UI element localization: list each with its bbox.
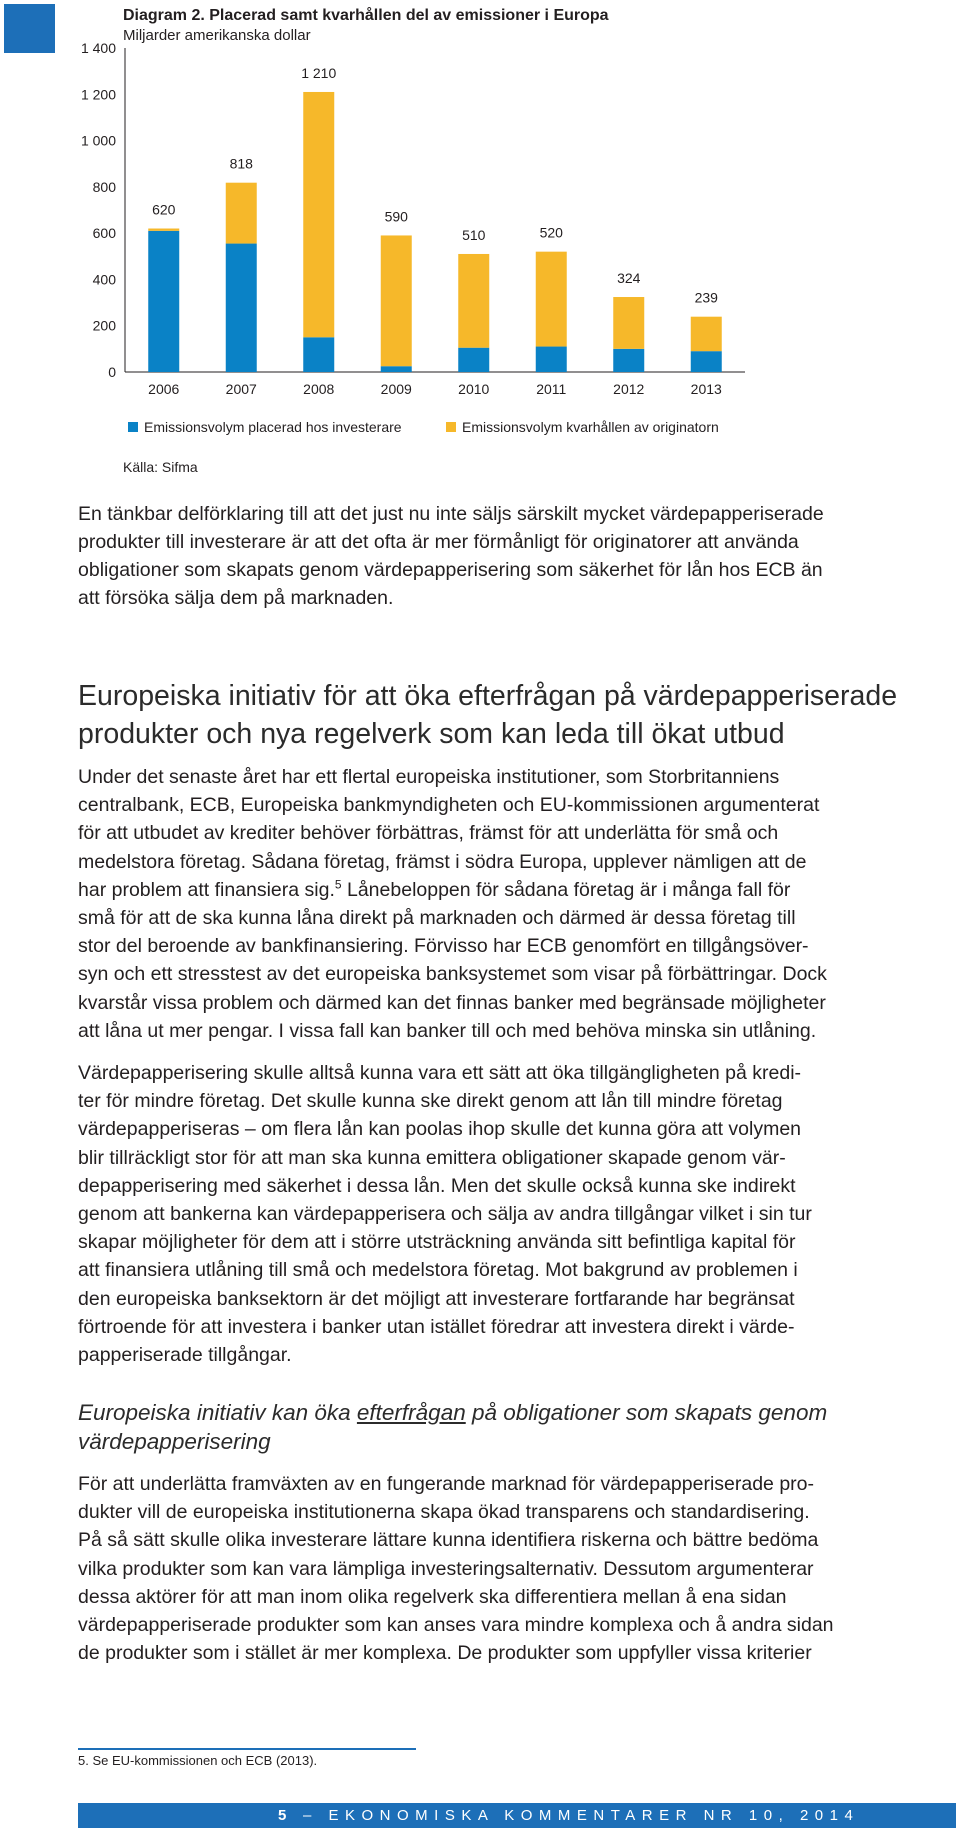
text-line: för att utbudet av krediter behöver förbättras, främst för att underlätta för små och	[78, 822, 779, 845]
text-line: centralbank, ECB, Europeiska bankmyndigheten och EU-kommissionen argumenterat	[78, 794, 820, 817]
text-line: medelstora företag. Sådana företag, främst i södra Europa, upplever nämligen att de	[78, 850, 807, 873]
x-tick-label: 2013	[690, 381, 722, 397]
bar-placed	[303, 337, 334, 372]
text-line: På så sätt skulle olika investerare lättare kunna identifiera riskerna och bättre bedöma	[78, 1529, 819, 1552]
bar-retained	[691, 317, 722, 351]
bar-retained	[226, 183, 257, 244]
bar-total-label: 239	[694, 289, 718, 306]
heading-line: produkter och nya regelverk som kan leda till ökat utbud	[78, 718, 785, 750]
text-line: ter för mindre företag. Det skulle kunna ske direkt genom att lån till mindre företag	[78, 1090, 783, 1113]
y-tick-label: 1 000	[80, 132, 116, 149]
bar-placed	[148, 231, 179, 372]
bar-total-label: 520	[539, 224, 563, 241]
text-fragment: Lånebeloppen för sådana företag är i många fall för	[341, 878, 791, 901]
text-line: små för att de ska kunna låna direkt på marknaden och därmed är dessa företag till	[78, 907, 796, 930]
subsection-heading	[78, 1398, 958, 1456]
paragraph-1	[78, 763, 958, 1045]
y-tick-label: 200	[92, 317, 116, 334]
text-line: att finansiera utlåning till små och medelstora företag. Mot bakgrund av problemen i	[78, 1259, 798, 1282]
bar-total-label: 1 210	[301, 64, 337, 81]
bar-total-label: 324	[617, 270, 641, 287]
bar-retained	[303, 92, 334, 337]
heading-line: Europeiska initiativ för att öka efterfrågan på värdepapperiserade	[78, 680, 898, 712]
bar-retained	[458, 254, 489, 348]
y-tick-label: 800	[92, 178, 116, 195]
bar-placed	[458, 348, 489, 372]
text-line: Värdepapperisering skulle alltså kunna vara ett sätt att öka tillgängligheten på kredi-	[78, 1062, 802, 1084]
page-number: 5	[278, 1807, 293, 1824]
bar-placed	[613, 349, 644, 372]
footnote-divider	[78, 1748, 416, 1750]
chart-source: Källa: Sifma	[123, 459, 198, 475]
paragraph-3	[78, 1470, 958, 1667]
legend-label: Emissionsvolym kvarhållen av originatorn	[462, 419, 719, 435]
text-line: de produkter som i stället är mer komplexa. De produkter som uppfyller vissa kriterier	[78, 1642, 812, 1665]
y-tick-label: 400	[92, 271, 116, 288]
bar-placed	[536, 347, 567, 372]
bar-placed	[381, 366, 412, 372]
bar-retained	[148, 229, 179, 231]
text-line: stor del beroende av bankfinansiering. Förvisso har ECB genomfört en tillgångsöver-	[78, 935, 809, 958]
heading-line: värdepapperisering	[78, 1429, 271, 1454]
bar-placed	[691, 351, 722, 372]
text-line: obligationer som skapats genom värdepapperisering som säkerhet för lån hos ECB än	[78, 559, 823, 581]
text-line: kvarstår vissa problem och därmed kan det finnas banker med begränsade möjligheter	[78, 991, 826, 1014]
text-line: För att underlätta framväxten av en fungerande marknad för värdepapperiserade pro-	[78, 1473, 815, 1495]
x-tick-label: 2009	[380, 381, 412, 397]
x-tick-label: 2007	[225, 381, 257, 397]
bars	[148, 92, 722, 372]
text-line: den europeiska banksektorn är det möjligt att investerare fortfarande har begränsat	[78, 1287, 795, 1310]
paragraph-2	[78, 1059, 958, 1369]
text-line: dessa aktörer för att man inom olika regelverk ska differentiera mellan å ena sidan	[78, 1585, 787, 1608]
text-fragment: Europeiska initiativ kan öka	[78, 1400, 357, 1425]
y-axis-ticks	[81, 40, 745, 380]
legend-label: Emissionsvolym placerad hos investerare	[144, 419, 402, 435]
text-line: blir tillräckligt stor för att man ska kunna emittera obligationer skapade genom vär-	[78, 1146, 786, 1169]
intro-paragraph	[78, 500, 958, 612]
y-tick-label: 1 200	[80, 86, 116, 103]
bar-retained	[613, 297, 644, 349]
x-tick-label: 2011	[536, 381, 567, 397]
x-tick-label: 2012	[613, 381, 645, 397]
underlined-word: efterfrågan	[356, 1400, 466, 1425]
text-line: produkter till investerare är att det ofta är mer förmånligt för originatorer att använda	[78, 531, 799, 553]
text-line: papperiserade tillgångar.	[78, 1344, 292, 1367]
bar-retained	[381, 235, 412, 366]
text-line: vilka produkter som kan vara lämpliga investeringsalternativ. Dessutom argumenterar	[78, 1557, 814, 1580]
heading-line	[78, 1398, 958, 1427]
footnote-ref[interactable]: 5	[334, 877, 342, 892]
y-tick-label: 600	[92, 225, 116, 242]
bar-placed	[226, 244, 257, 372]
text-line: En tänkbar delförklaring till att det just nu inte säljs särskilt mycket värdepapperiserade	[78, 503, 824, 525]
legend-swatch-placed	[128, 422, 138, 432]
x-axis-ticks	[148, 381, 722, 397]
text-line: förtroende för att investera i banker utan istället föredrar att investera direkt i värde-	[78, 1315, 795, 1338]
text-fragment: har problem att finansiera sig.	[78, 878, 335, 901]
emissions-bar-chart	[0, 0, 960, 490]
chart-title: Diagram 2. Placerad samt kvarhållen del av emissioner i Europa	[123, 7, 609, 24]
chart-subtitle: Miljarder amerikanska dollar	[123, 27, 311, 44]
page-footer	[78, 1803, 956, 1828]
footnote: 5. Se EU-kommissionen och ECB (2013).	[78, 1753, 318, 1768]
bar-total-label: 818	[229, 155, 253, 172]
legend	[128, 419, 719, 435]
publication-name: – EKONOMISKA KOMMENTARER NR 10, 2014	[303, 1807, 860, 1824]
text-line: genom att bankerna kan värdepapperisera och sälja av andra tillgångar vilket i sin tur	[78, 1203, 812, 1226]
text-line: värdepapperiseras – om flera lån kan poolas ihop skulle det kunna göra att volymen	[78, 1118, 802, 1141]
x-tick-label: 2010	[458, 381, 490, 397]
text-line: värdepapperiserade produkter som kan anses vara mindre komplexa och å andra sidan	[78, 1614, 834, 1637]
y-tick-label: 0	[108, 364, 116, 380]
section-heading	[78, 677, 958, 753]
text-fragment: på obligationer som skapats genom	[465, 1400, 828, 1425]
text-line: dukter vill de europeiska institutionerna skapa ökad transparens och standardisering.	[78, 1501, 810, 1524]
x-tick-label: 2008	[303, 381, 335, 397]
bar-total-label: 590	[384, 208, 408, 225]
bar-total-label: 510	[462, 226, 486, 243]
y-tick-label: 1 400	[80, 40, 116, 56]
text-line: att försöka sälja dem på marknaden.	[78, 587, 394, 609]
bar-retained	[536, 252, 567, 347]
text-line	[78, 876, 958, 904]
text-line: depapperisering med säkerhet i dessa lån. Men det skulle också kunna ske indirekt	[78, 1174, 796, 1197]
legend-swatch-retained	[446, 422, 456, 432]
text-line: skapar möjligheter för dem att i större utsträckning använda sitt befintliga kapital för	[78, 1231, 796, 1254]
text-line: att låna ut mer pengar. I vissa fall kan banker till och med behöva minska sin utlåning.	[78, 1019, 817, 1042]
text-line: syn och ett stresstest av det europeiska banksystemet som visar på förbättringar. Dock	[78, 963, 827, 986]
text-line: Under det senaste året har ett flertal europeiska institutioner, som Storbritanniens	[78, 766, 780, 788]
bar-total-label: 620	[152, 201, 176, 218]
x-tick-label: 2006	[148, 381, 180, 397]
